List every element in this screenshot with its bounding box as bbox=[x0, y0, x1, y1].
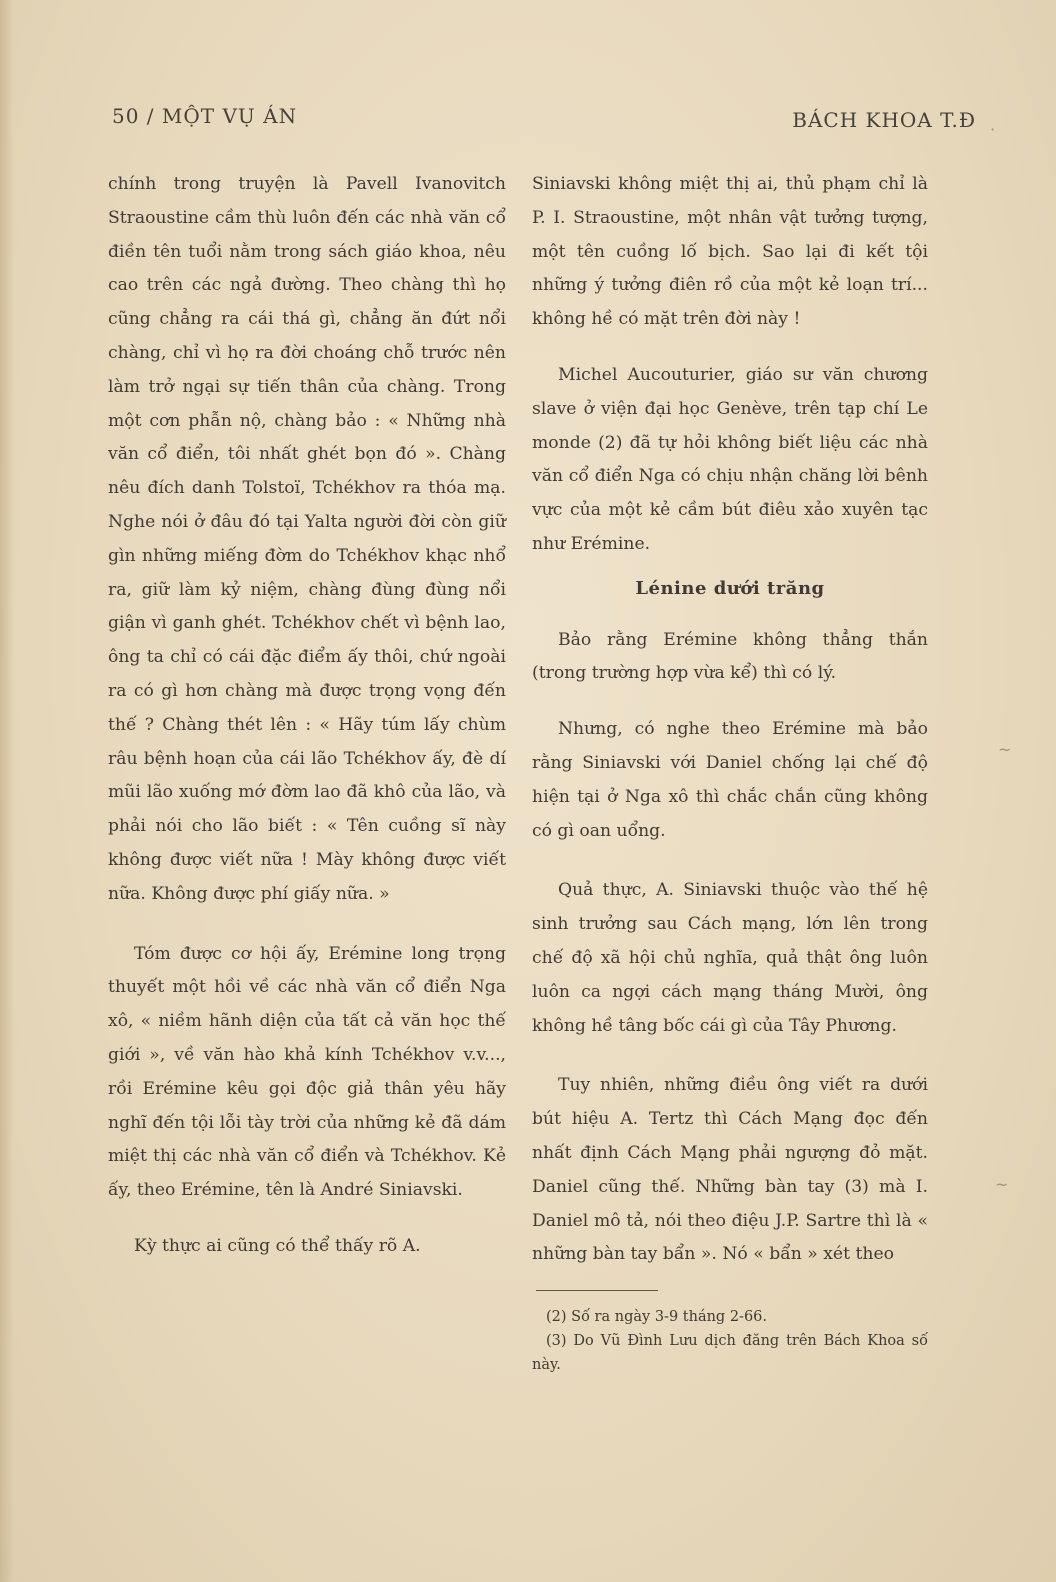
left-paragraph-1: chính trong truyện là Pavell Ivanovitch Straoustine cầm thù luôn đến các nhà văn cổ điền tên tuổi nằm trong sách giáo khoa, nêu cao trên các ngả đường. Theo chàng thì họ cũng chẳng ra cái thá gì, chẳng ăn đứt nổi chàng, chỉ vì họ ra đời choáng chỗ trước nên làm trở ngại sự tiến thân của chàng. Trong một cơn phẫn nộ, chàng bảo : « Những nhà văn cổ điển, tôi nhất ghét bọn đó ». Chàng nêu đích danh Tolstoï, Tchékhov ra thóa mạ. Nghe nói ở đâu đó tại Yalta người đời còn giữ gìn những miếng đờm do Tchékhov khạc nhổ ra, giữ làm kỷ niệm, chàng đùng đùng nổi giận vì ganh ghét. Tchékhov chết vì bệnh lao, ông ta chỉ có cái đặc điểm ấy thôi, chứ ngoài ra có gì hơn chàng mà được trọng vọng đến thế ? Chàng thét lên : « Hãy túm lấy chùm râu bệnh hoạn của cái lão Tchékhov ấy, đè dí mũi lão xuống mớ đờm lao đã khô của lão, và phải nói cho lão biết : « Tên cuồng sĩ này không được viết nữa ! Mày không được viết nữa. Không được phí giấy nữa. » bbox=[108, 174, 506, 904]
left-paragraph-3: Kỳ thực ai cũng có thể thấy rõ A. bbox=[134, 1235, 421, 1256]
right-paragraph-4: Nhưng, có nghe theo Erémine mà bảo rằng Siniavski với Daniel chống lại chế độ hiện tại ở Nga xô thì chắc chắn cũng không có gì oan uổng. bbox=[532, 719, 928, 841]
footnote-rule bbox=[536, 1290, 658, 1291]
section-subheading: Lénine dưới trăng bbox=[635, 577, 825, 599]
footnote-3: (3) Do Vũ Đình Lưu dịch đăng trên Bách Khoa số này. bbox=[532, 1333, 928, 1374]
right-column bbox=[532, 168, 928, 1377]
header-page-title: 50 / MỘT VỤ ÁN bbox=[112, 104, 298, 128]
right-paragraph-2: Michel Aucouturier, giáo sư văn chương slave ở viện đại học Genève, trên tạp chí Le monde (2) đã tự hỏi không biết liệu các nhà văn cổ điển Nga có chịu nhận chăng lời bênh vực của một kẻ cầm bút điêu xảo xuyên tạc như Erémine. bbox=[532, 364, 928, 554]
right-paragraph-6: Tuy nhiên, những điều ông viết ra dưới bút hiệu A. Tertz thì Cách Mạng đọc đến nhất định Cách Mạng phải ngượng đỏ mặt. Daniel cũng thế. Những bàn tay (3) mà I. Daniel mô tả, nói theo điệu J.P. Sartre thì là « những bàn tay bẩn ». Nó « bẩn » xét theo bbox=[532, 1075, 928, 1265]
footnote-2: (2) Số ra ngày 3-9 tháng 2-66. bbox=[546, 1309, 767, 1326]
right-paragraph-3: Bảo rằng Erémine không thẳng thắn (trong trường hợp vừa kể) thì có lý. bbox=[532, 629, 928, 684]
left-column bbox=[108, 168, 506, 1264]
left-paragraph-2: Tóm được cơ hội ấy, Erémine long trọng thuyết một hồi về các nhà văn cổ điển Nga xô, « niềm hãnh diện của tất cả văn học thế giới », về văn hào khả kính Tchékhov v.v..., rồi Erémine kêu gọi độc giả thân yêu hãy nghĩ đến tội lỗi tày trời của những kẻ đã dám miệt thị các nhà văn cổ điển và Tchékhov. Kẻ ấy, theo Erémine, tên là André Siniavski. bbox=[108, 943, 506, 1201]
paper-speck: ~ bbox=[995, 1175, 1009, 1194]
header-publication: BÁCH KHOA T.Đ bbox=[792, 108, 976, 132]
right-paragraph-1: Siniavski không miệt thị ai, thủ phạm chỉ là P. I. Straoustine, một nhân vật tưởng tượng, một tên cuồng lố bịch. Sao lại đi kết tội những ý tưởng điên rồ của một kẻ loạn trí... không hề có mặt trên đời này ! bbox=[532, 174, 928, 330]
right-paragraph-5: Quả thực, A. Siniavski thuộc vào thế hệ sinh trưởng sau Cách mạng, lớn lên trong chế độ xã hội chủ nghĩa, quả thật ông luôn luôn ca ngợi cách mạng tháng Mười, ông không hề tâng bốc cái gì của Tây Phương. bbox=[532, 880, 928, 1036]
page-edge-shadow bbox=[0, 0, 14, 1582]
paper-speck: ~ bbox=[998, 740, 1012, 759]
page-header bbox=[112, 104, 976, 140]
paper-speck: · bbox=[990, 120, 996, 139]
